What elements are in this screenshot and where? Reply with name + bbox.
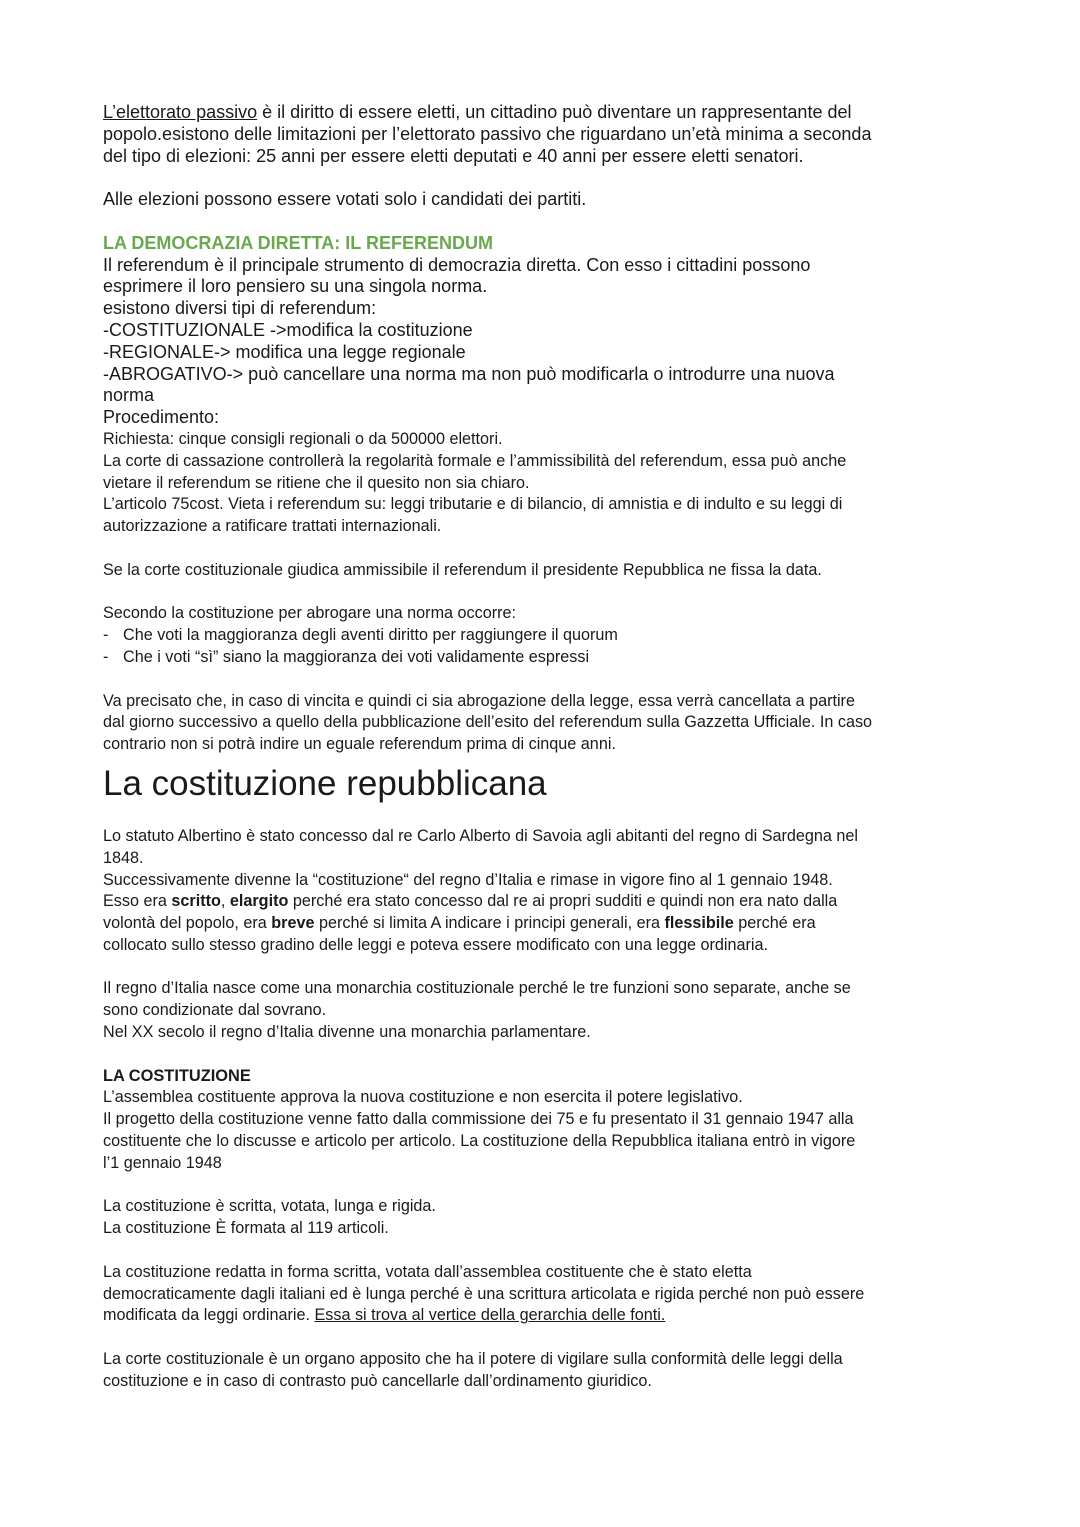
document-page (103, 102, 993, 1393)
paragraph-line: -COSTITUZIONALE ->modifica la costituzione (103, 319, 473, 340)
paragraph-line: Va precisato che, in caso di vincita e quindi ci sia abrogazione della legge, essa verrà cancellata a partire (103, 691, 855, 710)
page-title: La costituzione repubblicana (103, 763, 547, 803)
paragraph-line: autorizzazione a ratificare trattati internazionali. (103, 517, 442, 536)
underlined-sentence: Essa si trova al vertice della gerarchia delle fonti. (314, 1306, 666, 1325)
paragraph-line: costituente che lo discusse e articolo per articolo. La costituzione della Repubblica italiana entrò in vigore (103, 1132, 856, 1151)
paragraph-line: L’assemblea costituente approva la nuova costituzione e non esercita il potere legislativo. (103, 1088, 743, 1107)
paragraph-line: dal giorno successivo a quello della pubblicazione dell’esito del referendum sulla Gazzetta Ufficiale. In caso (103, 713, 873, 732)
paragraph-line: Esso era scritto, elargito perché era stato concesso dal re ai propri sudditi e quindi non era nato dalla (103, 892, 838, 911)
paragraph-line: vietare il referendum se ritiene che il quesito non sia chiaro. (103, 473, 530, 492)
paragraph-line: La costituzione è scritta, votata, lunga e rigida. (103, 1197, 436, 1216)
paragraph-line: contrario non si potrà indire un eguale referendum prima di cinque anni. (103, 735, 616, 754)
paragraph-line: La costituzione È formata al 119 articoli. (103, 1219, 389, 1238)
underlined-term: L’elettorato passivo (103, 102, 258, 122)
paragraph-line: sono condizionate dal sovrano. (103, 1001, 327, 1020)
paragraph-line: La corte di cassazione controllerà la regolarità formale e l’ammissibilità del referendum, essa può anche (103, 451, 847, 470)
paragraph-line: L’elettorato passivo è il diritto di essere eletti, un cittadino può diventare un rappresentante del (103, 102, 852, 122)
list-item: - Che voti la maggioranza degli aventi diritto per raggiungere il quorum (103, 625, 993, 647)
dash-bullet: - (103, 626, 109, 645)
paragraph-line: Procedimento: (103, 407, 220, 428)
paragraph-line: Lo statuto Albertino è stato concesso dal re Carlo Alberto di Savoia agli abitanti del regno di Sardegna nel (103, 826, 859, 845)
paragraph-line: 1848. (103, 848, 144, 867)
paragraph-line: L’articolo 75cost. Vieta i referendum su: leggi tributarie e di bilancio, di amnistia e di indulto e su leggi di (103, 495, 843, 514)
paragraph-line: -REGIONALE-> modifica una legge regionale (103, 341, 466, 362)
paragraph-line: La costituzione redatta in forma scritta, votata dall’assemblea costituente che è stato eletta (103, 1262, 752, 1281)
paragraph-line: esprimere il loro pensiero su una singola norma. (103, 276, 488, 297)
paragraph-line: norma (103, 385, 155, 406)
paragraph-line: -ABROGATIVO-> può cancellare una norma ma non può modificarla o introdurre una nuova (103, 363, 835, 384)
paragraph-line: La corte costituzionale è un organo apposito che ha il potere di vigilare sulla conformità delle leggi della (103, 1350, 843, 1369)
bold-term: breve (271, 914, 315, 933)
section-heading-referendum: LA DEMOCRAZIA DIRETTA: IL REFERENDUM (103, 232, 493, 253)
list-item: - Che i voti “sì” siano la maggioranza dei voti validamente espressi (103, 647, 993, 669)
bold-term: flessibile (664, 914, 734, 933)
bold-term: elargito (229, 892, 289, 911)
paragraph-line: Alle elezioni possono essere votati solo i candidati dei partiti. (103, 189, 587, 210)
paragraph-line: Secondo la costituzione per abrogare una norma occorre: (103, 604, 517, 623)
paragraph-line: l’1 gennaio 1948 (103, 1153, 222, 1172)
paragraph-line: costituzione e in caso di contrasto può cancellarle dall’ordinamento giuridico. (103, 1371, 652, 1390)
paragraph-line: Se la corte costituzionale giudica ammissibile il referendum il presidente Repubblica ne fissa la data. (103, 560, 822, 579)
paragraph-line: Il referendum è il principale strumento di democrazia diretta. Con esso i cittadini possono (103, 254, 811, 275)
paragraph-line: Successivamente divenne la “costituzione“ del regno d’Italia e rimase in vigore fino al 1 gennaio 1948. (103, 870, 833, 889)
paragraph-line: esistono diversi tipi di referendum: (103, 298, 377, 319)
paragraph-line: Il regno d’Italia nasce come una monarchia costituzionale perché le tre funzioni sono separate, anche se (103, 979, 851, 998)
bold-term: scritto (171, 892, 221, 911)
paragraph-line: volontà del popolo, era breve perché si limita A indicare i principi generali, era flessibile perché era (103, 914, 816, 933)
paragraph-line: Nel XX secolo il regno d’Italia divenne una monarchia parlamentare. (103, 1023, 591, 1042)
paragraph-line: modificata da leggi ordinarie. Essa si trova al vertice della gerarchia delle fonti. (103, 1306, 666, 1325)
paragraph-line: del tipo di elezioni: 25 anni per essere eletti deputati e 40 anni per essere eletti senatori. (103, 145, 804, 166)
paragraph-line: democraticamente dagli italiani ed è lunga perché è una scrittura articolata e rigida perché non può essere (103, 1284, 865, 1303)
dash-bullet: - (103, 647, 109, 666)
section-heading-costituzione: LA COSTITUZIONE (103, 1066, 251, 1085)
paragraph-line: Richiesta: cinque consigli regionali o da 500000 elettori. (103, 429, 503, 448)
paragraph-line: popolo.esistono delle limitazioni per l’elettorato passivo che riguardano un’età minima a seconda (103, 123, 872, 144)
paragraph-line: Il progetto della costituzione venne fatto dalla commissione dei 75 e fu presentato il 31 gennaio 1947 alla (103, 1110, 854, 1129)
paragraph-line: collocato sullo stesso gradino delle leggi e poteva essere modificato con una legge ordinaria. (103, 935, 768, 954)
